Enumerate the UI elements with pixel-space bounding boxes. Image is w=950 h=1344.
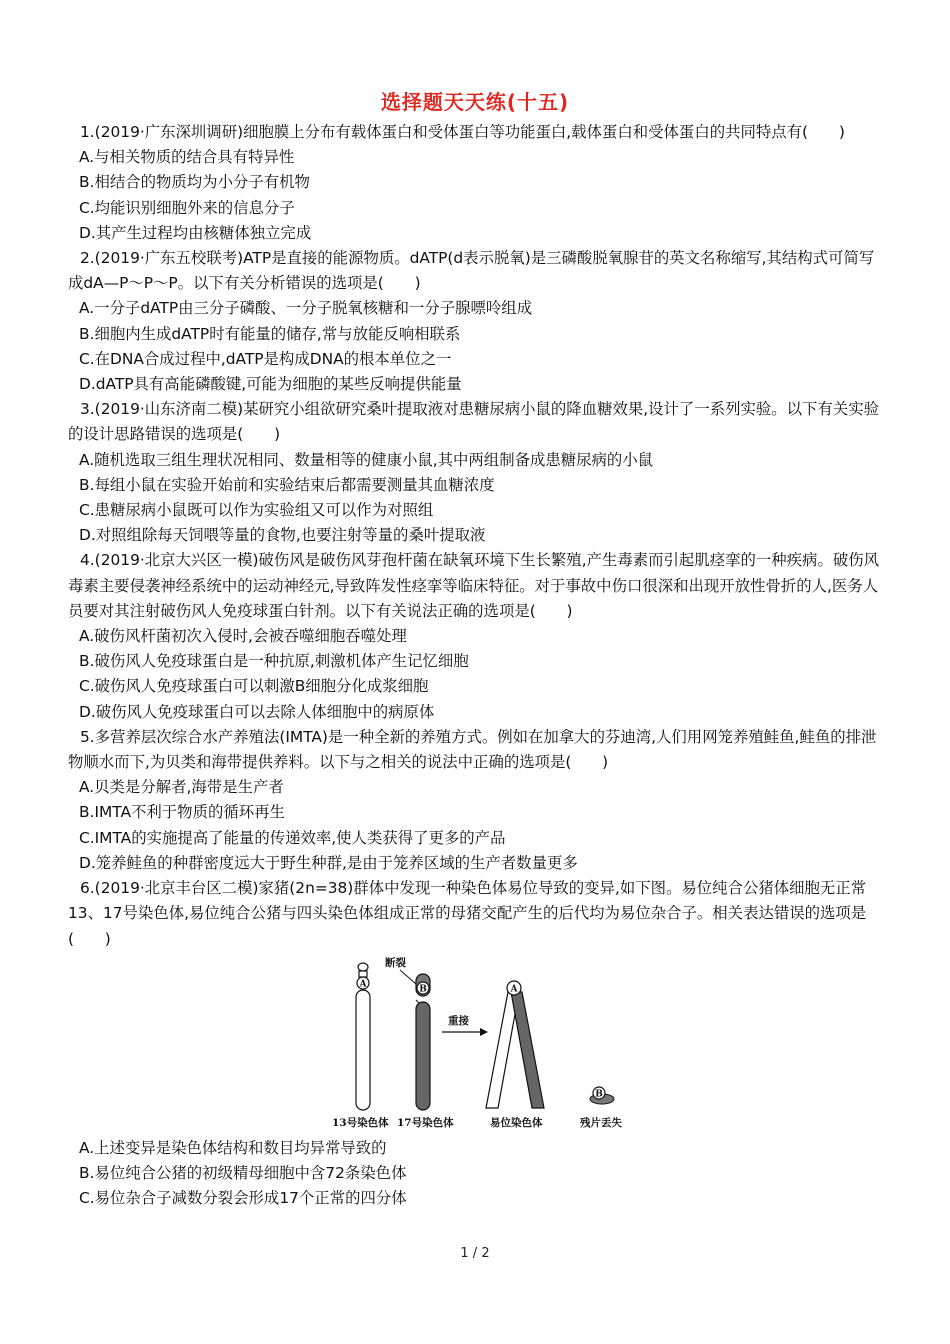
option-c: C.易位杂合子减数分裂会形成17个正常的四分体 (79, 1189, 407, 1208)
question-5 (68, 725, 884, 876)
question-stem: 4.(2019·北京大兴区一模)破伤风是破伤风芽孢杆菌在缺氧环境下生长繁殖,产生毒素而引起肌痉挛的一种疾病。破伤风毒素主要侵袭神经系统中的运动神经元,导致阵发性痉挛等临床特征。对于事故中伤口很深和出现开放性骨折的人,医务人员要对其注射破伤风人免疫球蛋白针剂。以下有关说法正确的选项是( ) (68, 551, 880, 620)
question-4 (68, 548, 884, 724)
option-a: A.随机选取三组生理状况相同、数量相等的健康小鼠,其中两组制备成患糖尿病的小鼠 (79, 450, 654, 469)
letter-b: B (419, 984, 427, 995)
letter-a: A (359, 979, 367, 990)
option-d: D.破伤风人免疫球蛋白可以去除人体细胞中的病原体 (79, 702, 435, 721)
option-c: C.均能识别细胞外来的信息分子 (79, 198, 295, 217)
option-a: A.上述变异是染色体结构和数目均异常导致的 (79, 1138, 387, 1157)
letter-b: B (595, 1089, 603, 1100)
caption-translocation: 易位染色体 (490, 1116, 543, 1129)
question-stem: 2.(2019·广东五校联考)ATP是直接的能源物质。dATP(d表示脱氧)是三磷酸脱氧腺苷的英文名称缩写,其结构式可简写成dA—P～P～P。以下有关分析错误的选项是( ) (68, 249, 875, 293)
option-d: D.笼养鲑鱼的种群密度远大于野生种群,是由于笼养区域的生产者数量更多 (79, 853, 578, 872)
option-b: B.破伤风人免疫球蛋白是一种抗原,刺激机体产生记忆细胞 (79, 652, 469, 671)
option-b: B.易位纯合公猪的初级精母细胞中含72条染色体 (79, 1163, 407, 1182)
option-c: C.在DNA合成过程中,dATP是构成DNA的根本单位之一 (79, 349, 452, 368)
caption-chr17: 17号染色体 (397, 1116, 454, 1129)
option-b: B.相结合的物质均为小分子有机物 (79, 173, 310, 192)
question-stem: 1.(2019·广东深圳调研)细胞膜上分布有载体蛋白和受体蛋白等功能蛋白,载体蛋白和受体蛋白的共同特点有( ) (80, 123, 845, 141)
option-b: B.细胞内生成dATP时有能量的储存,常与放能反响相联系 (79, 324, 461, 343)
caption-chr13: 13号染色体 (332, 1116, 389, 1129)
option-d: D.其产生过程均由核糖体独立完成 (79, 223, 312, 242)
chromosome-translocation-figure (330, 956, 642, 1130)
lost-fragment (590, 1087, 614, 1104)
break-label: 断裂 (385, 956, 406, 969)
option-a: A.一分子dATP由三分子磷酸、一分子脱氧核糖和一分子腺嘌呤组成 (79, 299, 533, 318)
option-b: B.IMTA不利于物质的循环再生 (79, 803, 285, 822)
option-a: A.与相关物质的结合具有特异性 (79, 148, 295, 167)
option-c: C.IMTA的实施提高了能量的传递效率,使人类获得了更多的产品 (79, 828, 506, 847)
option-a: A.破伤风杆菌初次入侵时,会被吞噬细胞吞噬处理 (79, 627, 407, 646)
chromosome-17 (416, 974, 430, 1110)
caption-fragment-lost: 残片丢失 (580, 1116, 622, 1129)
question-3 (68, 397, 884, 548)
question-list (68, 120, 884, 1211)
chromosome-13 (356, 963, 370, 1110)
question-2 (68, 246, 884, 397)
option-c: C.患糖尿病小鼠既可以作为实验组又可以作为对照组 (79, 501, 434, 520)
option-a: A.贝类是分解者,海带是生产者 (79, 778, 284, 797)
letter-a: A (510, 984, 518, 995)
question-1 (68, 120, 884, 246)
chromosome-diagram (330, 956, 642, 1130)
page-number: 1 / 2 (460, 1246, 490, 1261)
option-c: C.破伤风人免疫球蛋白可以刺激B细胞分化成浆细胞 (79, 677, 429, 696)
question-6 (68, 876, 884, 1211)
option-d: D.对照组除每天饲喂等量的食物,也要注射等量的桑叶提取液 (79, 526, 486, 545)
translocation-chromosome (486, 981, 544, 1108)
option-b: B.每组小鼠在实验开始前和实验结束后都需要测量其血糖浓度 (79, 475, 495, 494)
question-stem: 6.(2019·北京丰台区二模)家猪(2n=38)群体中发现一种染色体易位导致的变异,如下图。易位纯合公猪体细胞无正常13、17号染色体,易位纯合公猪与四头染色体组成正常的母猪交配产生的后代均为易位杂合子。相关表达错误的选项是( ) (68, 879, 867, 948)
question-stem: 3.(2019·山东济南二模)某研究小组欲研究桑叶提取液对患糖尿病小鼠的降血糖效果,设计了一系列实验。以下有关实验的设计思路错误的选项是( ) (68, 400, 880, 444)
arrow-right-icon (480, 1028, 488, 1036)
page-title: 选择题天天练(十五) (380, 90, 570, 114)
option-d: D.dATP具有高能磷酸键,可能为细胞的某些反响提供能量 (79, 375, 462, 394)
question-stem: 5.多营养层次综合水产养殖法(IMTA)是一种全新的养殖方式。例如在加拿大的芬迪湾,人们用网笼养殖鲑鱼,鲑鱼的排泄物顺水而下,为贝类和海带提供养料。以下与之相关的说法中正确的选项是( ) (68, 727, 877, 772)
rejoin-label: 重接 (448, 1014, 469, 1027)
